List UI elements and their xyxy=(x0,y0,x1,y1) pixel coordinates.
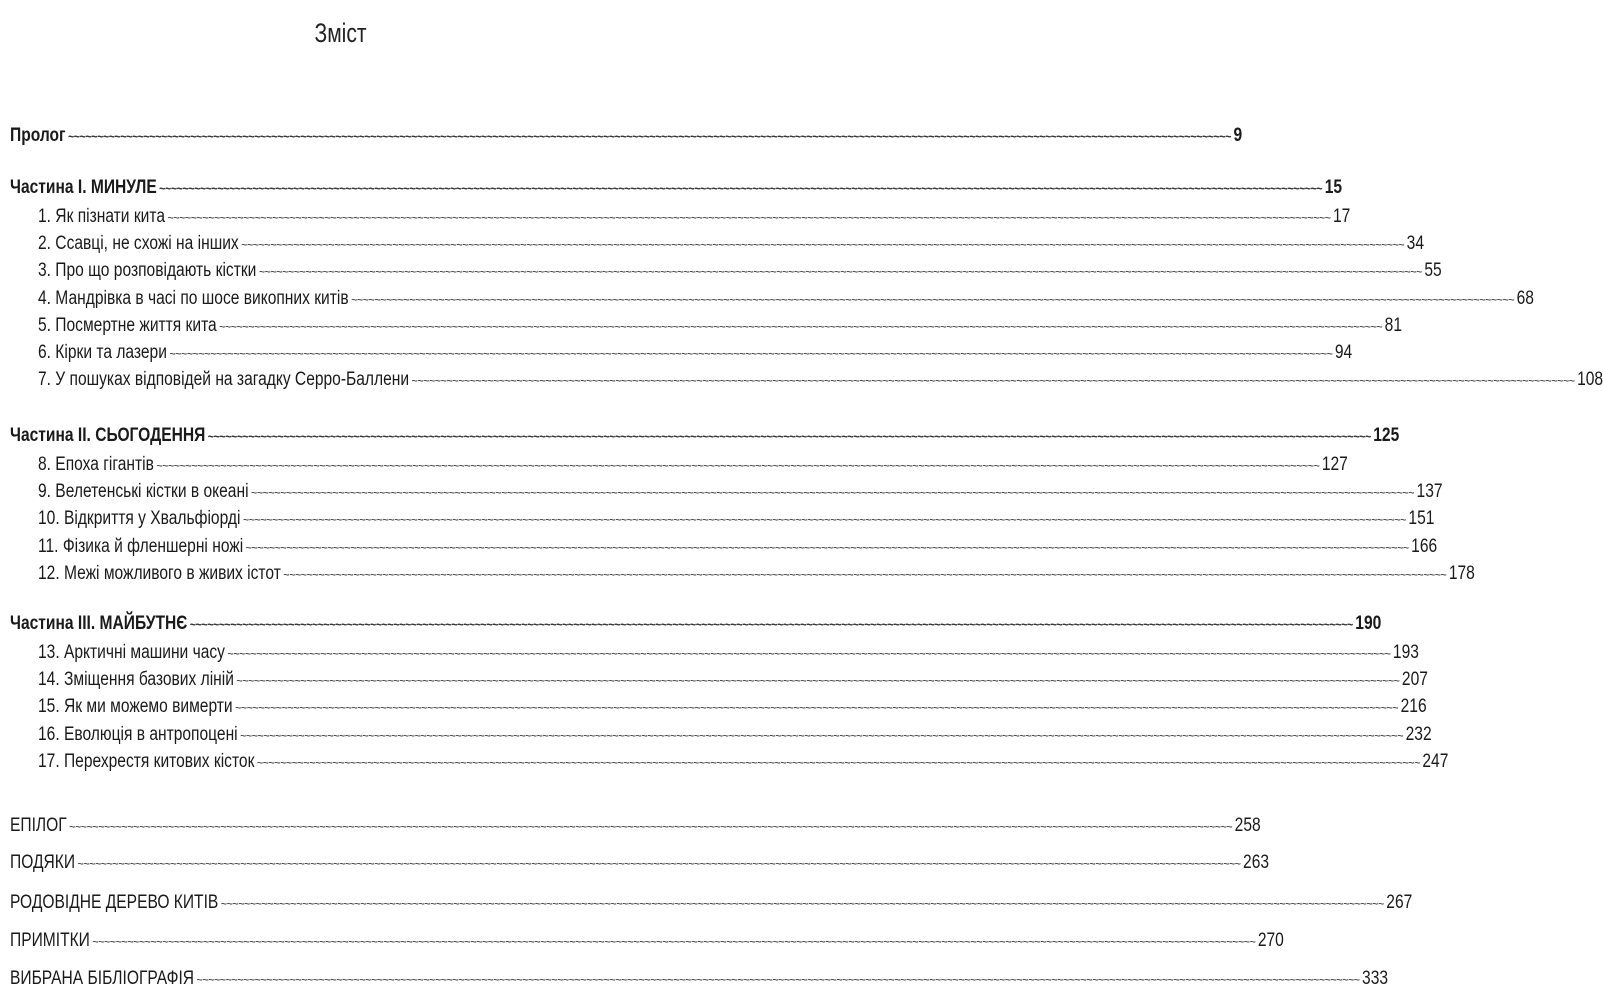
toc-chapter[interactable] xyxy=(37,287,1534,312)
toc-label: 3. Про що розповідають кістки xyxy=(37,260,257,282)
dot-leader: ~~~~~~~~~~~~~~~~~~~~~~~~~~~~~~~~~~~~~~~~~~~~~~~~~~~~~~~~~~~~~~~~~~~~~~~~~~~~~~~~~~~~~~~~~~~~~~~~~~~~~~~~~~~~~~~~~~~~~~~~~~~~~~~~~~~~~~~~~~~~~~~~~~~~~~~~~~~~~~~~~~~~~~~~~~~~~~~~~~~~~~~~~~~~~~~~~~~~~~~~ xyxy=(411,373,1575,389)
dot-leader: ~~~~~~~~~~~~~~~~~~~~~~~~~~~~~~~~~~~~~~~~~~~~~~~~~~~~~~~~~~~~~~~~~~~~~~~~~~~~~~~~~~~~~~~~~~~~~~~~~~~~~~~~~~~~~~~~~~~~~~~~~~~~~~~~~~~~~~~~~~~~~~~~~~~~~~~~~~~~~~~~~~~~~~~~~~~~~~~~~~~~~~~~~~~~~~~~~~~~~~~~ xyxy=(251,485,1415,501)
toc-label: 9. Велетенські кістки в океані xyxy=(37,481,249,503)
toc-label: 6. Кірки та лазери xyxy=(37,342,167,363)
dot-leader: ~~~~~~~~~~~~~~~~~~~~~~~~~~~~~~~~~~~~~~~~~~~~~~~~~~~~~~~~~~~~~~~~~~~~~~~~~~~~~~~~~~~~~~~~~~~~~~~~~~~~~~~~~~~~~~~~~~~~~~~~~~~~~~~~~~~~~~~~~~~~~~~~~~~~~~~~~~~~~~~~~~~~~~~~~~~~~~~~~~~~~~~~~~~~~~~~~~~~~~~~ xyxy=(236,673,1400,689)
toc-back-matter[interactable] xyxy=(9,851,1270,876)
toc-page-number: 151 xyxy=(1408,508,1435,530)
toc-back-matter[interactable] xyxy=(9,967,1389,992)
toc-page-number: 333 xyxy=(1362,968,1389,989)
toc-prologue[interactable] xyxy=(9,124,1243,149)
toc-page-number: 34 xyxy=(1406,233,1425,255)
toc-label: Пролог xyxy=(9,125,66,146)
toc-page-number: 247 xyxy=(1422,750,1449,772)
dot-leader: ~~~~~~~~~~~~~~~~~~~~~~~~~~~~~~~~~~~~~~~~~~~~~~~~~~~~~~~~~~~~~~~~~~~~~~~~~~~~~~~~~~~~~~~~~~~~~~~~~~~~~~~~~~~~~~~~~~~~~~~~~~~~~~~~~~~~~~~~~~~~~~~~~~~~~~~~~~~~~~~~~~~~~~~~~~~~~~~~~~~~~~~~~~~~~~~~~~~~~~~~ xyxy=(207,429,1371,444)
toc-chapter[interactable] xyxy=(37,562,1475,587)
toc-chapter[interactable] xyxy=(37,480,1443,505)
dot-leader: ~~~~~~~~~~~~~~~~~~~~~~~~~~~~~~~~~~~~~~~~~~~~~~~~~~~~~~~~~~~~~~~~~~~~~~~~~~~~~~~~~~~~~~~~~~~~~~~~~~~~~~~~~~~~~~~~~~~~~~~~~~~~~~~~~~~~~~~~~~~~~~~~~~~~~~~~~~~~~~~~~~~~~~~~~~~~~~~~~~~~~~~~~~~~~~~~~~~~~~~~ xyxy=(283,566,1447,582)
dot-leader: ~~~~~~~~~~~~~~~~~~~~~~~~~~~~~~~~~~~~~~~~~~~~~~~~~~~~~~~~~~~~~~~~~~~~~~~~~~~~~~~~~~~~~~~~~~~~~~~~~~~~~~~~~~~~~~~~~~~~~~~~~~~~~~~~~~~~~~~~~~~~~~~~~~~~~~~~~~~~~~~~~~~~~~~~~~~~~~~~~~~~~~~~~~~~~~~~~~~~~~~~ xyxy=(241,237,1405,253)
toc-chapter[interactable] xyxy=(37,341,1353,366)
toc-chapter[interactable] xyxy=(37,641,1419,666)
toc-chapter[interactable] xyxy=(37,668,1428,693)
dot-leader: ~~~~~~~~~~~~~~~~~~~~~~~~~~~~~~~~~~~~~~~~~~~~~~~~~~~~~~~~~~~~~~~~~~~~~~~~~~~~~~~~~~~~~~~~~~~~~~~~~~~~~~~~~~~~~~~~~~~~~~~~~~~~~~~~~~~~~~~~~~~~~~~~~~~~~~~~~~~~~~~~~~~~~~~~~~~~~~~~~~~~~~~~~~~~~~~~~~~~~~~~ xyxy=(242,512,1406,528)
page-title: Зміст xyxy=(314,18,367,48)
dot-leader: ~~~~~~~~~~~~~~~~~~~~~~~~~~~~~~~~~~~~~~~~~~~~~~~~~~~~~~~~~~~~~~~~~~~~~~~~~~~~~~~~~~~~~~~~~~~~~~~~~~~~~~~~~~~~~~~~~~~~~~~~~~~~~~~~~~~~~~~~~~~~~~~~~~~~~~~~~~~~~~~~~~~~~~~~~~~~~~~~~~~~~~~~~~~~~~~~~~~~~~~~ xyxy=(235,700,1399,716)
toc-page-number: 94 xyxy=(1334,342,1353,363)
toc-label: 10. Відкриття у Хвальфіорді xyxy=(37,508,241,530)
toc-page-number: 193 xyxy=(1392,642,1419,663)
toc-part[interactable] xyxy=(9,612,1382,637)
dot-leader: ~~~~~~~~~~~~~~~~~~~~~~~~~~~~~~~~~~~~~~~~~~~~~~~~~~~~~~~~~~~~~~~~~~~~~~~~~~~~~~~~~~~~~~~~~~~~~~~~~~~~~~~~~~~~~~~~~~~~~~~~~~~~~~~~~~~~~~~~~~~~~~~~~~~~~~~~~~~~~~~~~~~~~~~~~~~~~~~~~~~~~~~~~~~~~~~~~~~~~~~~ xyxy=(351,291,1515,307)
dot-leader: ~~~~~~~~~~~~~~~~~~~~~~~~~~~~~~~~~~~~~~~~~~~~~~~~~~~~~~~~~~~~~~~~~~~~~~~~~~~~~~~~~~~~~~~~~~~~~~~~~~~~~~~~~~~~~~~~~~~~~~~~~~~~~~~~~~~~~~~~~~~~~~~~~~~~~~~~~~~~~~~~~~~~~~~~~~~~~~~~~~~~~~~~~~~~~~~~~~~~~~~~ xyxy=(220,896,1384,911)
toc-label: 15. Як ми можемо вимерти xyxy=(37,696,233,718)
dot-leader: ~~~~~~~~~~~~~~~~~~~~~~~~~~~~~~~~~~~~~~~~~~~~~~~~~~~~~~~~~~~~~~~~~~~~~~~~~~~~~~~~~~~~~~~~~~~~~~~~~~~~~~~~~~~~~~~~~~~~~~~~~~~~~~~~~~~~~~~~~~~~~~~~~~~~~~~~~~~~~~~~~~~~~~~~~~~~~~~~~~~~~~~~~~~~~~~~~~~~~~~~ xyxy=(156,458,1320,473)
dot-leader: ~~~~~~~~~~~~~~~~~~~~~~~~~~~~~~~~~~~~~~~~~~~~~~~~~~~~~~~~~~~~~~~~~~~~~~~~~~~~~~~~~~~~~~~~~~~~~~~~~~~~~~~~~~~~~~~~~~~~~~~~~~~~~~~~~~~~~~~~~~~~~~~~~~~~~~~~~~~~~~~~~~~~~~~~~~~~~~~~~~~~~~~~~~~~~~~~~~~~~~~~ xyxy=(245,539,1409,555)
toc-back-matter[interactable] xyxy=(9,929,1284,954)
toc-label: 8. Епоха гігантів xyxy=(37,454,154,475)
toc-chapter[interactable] xyxy=(37,314,1403,339)
toc-page-number: 17 xyxy=(1332,206,1351,227)
dot-leader: ~~~~~~~~~~~~~~~~~~~~~~~~~~~~~~~~~~~~~~~~~~~~~~~~~~~~~~~~~~~~~~~~~~~~~~~~~~~~~~~~~~~~~~~~~~~~~~~~~~~~~~~~~~~~~~~~~~~~~~~~~~~~~~~~~~~~~~~~~~~~~~~~~~~~~~~~~~~~~~~~~~~~~~~~~~~~~~~~~~~~~~~~~~~~~~~~~~~~~~~~ xyxy=(67,129,1232,144)
toc-label: 13. Арктичні машини часу xyxy=(37,642,225,663)
toc-label: Частина II. СЬОГОДЕННЯ xyxy=(9,425,206,446)
toc-label: Частина I. МИНУЛЕ xyxy=(9,177,157,198)
toc-label: 2. Ссавці, не схожі на інших xyxy=(37,233,239,255)
toc-part[interactable] xyxy=(9,176,1343,201)
toc-label: 12. Межі можливого в живих істот xyxy=(37,562,281,584)
dot-leader: ~~~~~~~~~~~~~~~~~~~~~~~~~~~~~~~~~~~~~~~~~~~~~~~~~~~~~~~~~~~~~~~~~~~~~~~~~~~~~~~~~~~~~~~~~~~~~~~~~~~~~~~~~~~~~~~~~~~~~~~~~~~~~~~~~~~~~~~~~~~~~~~~~~~~~~~~~~~~~~~~~~~~~~~~~~~~~~~~~~~~~~~~~~~~~~~~~~~~~~~~ xyxy=(77,856,1241,871)
toc-page-number: 267 xyxy=(1386,892,1413,913)
toc-chapter[interactable] xyxy=(37,259,1442,284)
toc-page-number: 270 xyxy=(1257,930,1284,951)
dot-leader: ~~~~~~~~~~~~~~~~~~~~~~~~~~~~~~~~~~~~~~~~~~~~~~~~~~~~~~~~~~~~~~~~~~~~~~~~~~~~~~~~~~~~~~~~~~~~~~~~~~~~~~~~~~~~~~~~~~~~~~~~~~~~~~~~~~~~~~~~~~~~~~~~~~~~~~~~~~~~~~~~~~~~~~~~~~~~~~~~~~~~~~~~~~~~~~~~~~~~~~~~ xyxy=(256,754,1420,770)
dot-leader: ~~~~~~~~~~~~~~~~~~~~~~~~~~~~~~~~~~~~~~~~~~~~~~~~~~~~~~~~~~~~~~~~~~~~~~~~~~~~~~~~~~~~~~~~~~~~~~~~~~~~~~~~~~~~~~~~~~~~~~~~~~~~~~~~~~~~~~~~~~~~~~~~~~~~~~~~~~~~~~~~~~~~~~~~~~~~~~~~~~~~~~~~~~~~~~~~~~~~~~~~ xyxy=(189,617,1353,632)
toc-chapter[interactable] xyxy=(37,535,1438,560)
toc-label: 17. Перехрестя китових кісток xyxy=(37,750,255,772)
toc-chapter[interactable] xyxy=(37,232,1425,257)
toc-chapter[interactable] xyxy=(37,368,1603,393)
toc-chapter[interactable] xyxy=(37,205,1351,230)
toc-label: ПРИМІТКИ xyxy=(9,930,90,951)
toc-page-number: 55 xyxy=(1424,260,1442,282)
toc-page-number: 68 xyxy=(1516,287,1534,309)
toc-label: РОДОВІДНЕ ДЕРЕВО КИТІВ xyxy=(9,892,219,913)
toc-chapter[interactable] xyxy=(37,453,1348,478)
toc-part[interactable] xyxy=(9,424,1400,449)
dot-leader: ~~~~~~~~~~~~~~~~~~~~~~~~~~~~~~~~~~~~~~~~~~~~~~~~~~~~~~~~~~~~~~~~~~~~~~~~~~~~~~~~~~~~~~~~~~~~~~~~~~~~~~~~~~~~~~~~~~~~~~~~~~~~~~~~~~~~~~~~~~~~~~~~~~~~~~~~~~~~~~~~~~~~~~~~~~~~~~~~~~~~~~~~~~~~~~~~~~~~~~~~ xyxy=(167,210,1331,225)
toc-label: Частина III. МАЙБУТНЄ xyxy=(9,613,188,634)
toc-chapter[interactable] xyxy=(37,750,1449,775)
toc-chapter[interactable] xyxy=(37,507,1435,532)
toc-page-number: 258 xyxy=(1234,815,1261,836)
toc-label: 11. Фізика й фленшерні ножі xyxy=(37,535,244,557)
toc-page-number: 178 xyxy=(1448,562,1475,584)
toc-back-matter[interactable] xyxy=(9,891,1413,916)
toc-chapter[interactable] xyxy=(37,723,1432,748)
toc-page-number: 9 xyxy=(1233,125,1243,146)
toc-page-number: 166 xyxy=(1411,535,1438,557)
toc-page-number: 15 xyxy=(1324,177,1343,198)
toc-page-number: 81 xyxy=(1384,314,1403,336)
toc-page-number: 216 xyxy=(1400,696,1427,718)
toc-label: ПОДЯКИ xyxy=(9,852,76,873)
toc-label: 14. Зміщення базових ліній xyxy=(37,669,234,691)
toc-page-number: 207 xyxy=(1401,669,1428,691)
toc-chapter[interactable] xyxy=(37,695,1427,720)
toc-back-matter[interactable] xyxy=(9,814,1261,839)
dot-leader: ~~~~~~~~~~~~~~~~~~~~~~~~~~~~~~~~~~~~~~~~~~~~~~~~~~~~~~~~~~~~~~~~~~~~~~~~~~~~~~~~~~~~~~~~~~~~~~~~~~~~~~~~~~~~~~~~~~~~~~~~~~~~~~~~~~~~~~~~~~~~~~~~~~~~~~~~~~~~~~~~~~~~~~~~~~~~~~~~~~~~~~~~~~~~~~~~~~~~~~~~ xyxy=(219,318,1383,334)
dot-leader: ~~~~~~~~~~~~~~~~~~~~~~~~~~~~~~~~~~~~~~~~~~~~~~~~~~~~~~~~~~~~~~~~~~~~~~~~~~~~~~~~~~~~~~~~~~~~~~~~~~~~~~~~~~~~~~~~~~~~~~~~~~~~~~~~~~~~~~~~~~~~~~~~~~~~~~~~~~~~~~~~~~~~~~~~~~~~~~~~~~~~~~~~~~~~~~~~~~~~~~~~ xyxy=(169,346,1333,361)
toc-page-number: 125 xyxy=(1373,425,1400,446)
dot-leader: ~~~~~~~~~~~~~~~~~~~~~~~~~~~~~~~~~~~~~~~~~~~~~~~~~~~~~~~~~~~~~~~~~~~~~~~~~~~~~~~~~~~~~~~~~~~~~~~~~~~~~~~~~~~~~~~~~~~~~~~~~~~~~~~~~~~~~~~~~~~~~~~~~~~~~~~~~~~~~~~~~~~~~~~~~~~~~~~~~~~~~~~~~~~~~~~~~~~~~~~~ xyxy=(227,646,1391,661)
toc-label: 1. Як пізнати кита xyxy=(37,206,165,227)
toc-label: 4. Мандрівка в часі по шосе викопних китів xyxy=(37,287,349,309)
dot-leader: ~~~~~~~~~~~~~~~~~~~~~~~~~~~~~~~~~~~~~~~~~~~~~~~~~~~~~~~~~~~~~~~~~~~~~~~~~~~~~~~~~~~~~~~~~~~~~~~~~~~~~~~~~~~~~~~~~~~~~~~~~~~~~~~~~~~~~~~~~~~~~~~~~~~~~~~~~~~~~~~~~~~~~~~~~~~~~~~~~~~~~~~~~~~~~~~~~~~~~~~~ xyxy=(240,727,1404,743)
dot-leader: ~~~~~~~~~~~~~~~~~~~~~~~~~~~~~~~~~~~~~~~~~~~~~~~~~~~~~~~~~~~~~~~~~~~~~~~~~~~~~~~~~~~~~~~~~~~~~~~~~~~~~~~~~~~~~~~~~~~~~~~~~~~~~~~~~~~~~~~~~~~~~~~~~~~~~~~~~~~~~~~~~~~~~~~~~~~~~~~~~~~~~~~~~~~~~~~~~~~~~~~~ xyxy=(196,972,1360,987)
toc-label: ЕПІЛОГ xyxy=(9,815,67,836)
toc-page-number: 232 xyxy=(1405,723,1432,745)
toc-page-number: 190 xyxy=(1355,613,1382,634)
toc-label: 7. У пошуках відповідей на загадку Серро-Баллени xyxy=(37,369,410,391)
toc-label: ВИБРАНА БІБЛІОГРАФІЯ xyxy=(9,968,195,989)
toc-label: 16. Еволюція в антропоцені xyxy=(37,723,238,745)
dot-leader: ~~~~~~~~~~~~~~~~~~~~~~~~~~~~~~~~~~~~~~~~~~~~~~~~~~~~~~~~~~~~~~~~~~~~~~~~~~~~~~~~~~~~~~~~~~~~~~~~~~~~~~~~~~~~~~~~~~~~~~~~~~~~~~~~~~~~~~~~~~~~~~~~~~~~~~~~~~~~~~~~~~~~~~~~~~~~~~~~~~~~~~~~~~~~~~~~~~~~~~~~ xyxy=(159,181,1323,196)
toc-page-number: 137 xyxy=(1416,481,1443,503)
dot-leader: ~~~~~~~~~~~~~~~~~~~~~~~~~~~~~~~~~~~~~~~~~~~~~~~~~~~~~~~~~~~~~~~~~~~~~~~~~~~~~~~~~~~~~~~~~~~~~~~~~~~~~~~~~~~~~~~~~~~~~~~~~~~~~~~~~~~~~~~~~~~~~~~~~~~~~~~~~~~~~~~~~~~~~~~~~~~~~~~~~~~~~~~~~~~~~~~~~~~~~~~~ xyxy=(258,264,1422,280)
toc-page-number: 263 xyxy=(1243,852,1270,873)
toc-page-number: 108 xyxy=(1577,369,1603,391)
dot-leader: ~~~~~~~~~~~~~~~~~~~~~~~~~~~~~~~~~~~~~~~~~~~~~~~~~~~~~~~~~~~~~~~~~~~~~~~~~~~~~~~~~~~~~~~~~~~~~~~~~~~~~~~~~~~~~~~~~~~~~~~~~~~~~~~~~~~~~~~~~~~~~~~~~~~~~~~~~~~~~~~~~~~~~~~~~~~~~~~~~~~~~~~~~~~~~~~~~~~~~~~~ xyxy=(69,819,1233,834)
toc-page-number: 127 xyxy=(1321,454,1348,475)
toc-label: 5. Посмертне життя кита xyxy=(37,314,217,336)
dot-leader: ~~~~~~~~~~~~~~~~~~~~~~~~~~~~~~~~~~~~~~~~~~~~~~~~~~~~~~~~~~~~~~~~~~~~~~~~~~~~~~~~~~~~~~~~~~~~~~~~~~~~~~~~~~~~~~~~~~~~~~~~~~~~~~~~~~~~~~~~~~~~~~~~~~~~~~~~~~~~~~~~~~~~~~~~~~~~~~~~~~~~~~~~~~~~~~~~~~~~~~~~ xyxy=(92,934,1256,949)
